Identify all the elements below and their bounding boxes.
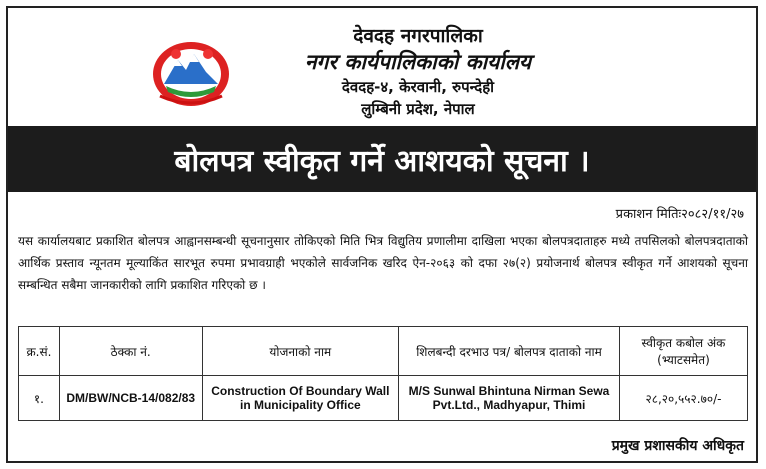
notice-title-banner: बोलपत्र स्वीकृत गर्ने आशयको सूचना । (8, 126, 756, 192)
table-header-row (19, 327, 748, 376)
municipality-name: देवदह नगरपालिका (353, 25, 483, 47)
col-header-contract-no: ठेक्का नं. (59, 327, 202, 376)
office-name: नगर कार्यपालिकाको कार्यालय (304, 50, 532, 74)
cell-sn: १. (19, 376, 60, 421)
publication-date: प्रकाशन मितिः२०८२/११/२७ (615, 207, 744, 222)
notice-body: यस कार्यालयबाट प्रकाशित बोलपत्र आह्वानसम्बन्धी सूचनानुसार तोकिएको मिति भित्र विद्युतिय प्रणालीमा दाखिला भएका बोलपत्रदाताहरु मध्ये तपसिलको बोलपत्रदाताको आर्थिक प्रस्ताव न्यूनतम मूल्याकिंत सारभूत रुपमा प्रभावग्राही भएकोले सार्वजनिक खरिद ऐन-२०६३ को दफा २७(२) प्रयोजनार्थ बोलपत्र स्वीकृत गर्ने आशयको सूचना सम्बन्धित सबैमा जानकारीको लागि प्रकाशित गरिएको छ । (18, 234, 748, 292)
province-country: लुम्बिनी प्रदेश, नेपाल (361, 100, 475, 118)
col-header-sn: क्र.सं. (19, 327, 60, 376)
office-header (258, 24, 578, 120)
col-header-bidder: शिलबन्दी दरभाउ पत्र/ बोलपत्र दाताको नाम (399, 327, 620, 376)
cell-bidder: M/S Sunwal Bhintuna Nirman Sewa Pvt.Ltd., Madhyapur, Thimi (399, 376, 620, 421)
col-header-project: योजनाको नाम (202, 327, 399, 376)
cell-amount: २८,२०,५५२.७०/- (619, 376, 747, 421)
cell-project: Construction Of Boundary Wall in Municipality Office (202, 376, 399, 421)
cell-contract-no: DM/BW/NCB-14/082/83 (59, 376, 202, 421)
bid-table (18, 326, 748, 421)
municipality-emblem (150, 38, 232, 108)
office-address: देवदह-४, केरवानी, रुपन्देही (341, 78, 495, 96)
signatory-title: प्रमुख प्रशासकीय अधिकृत (611, 438, 744, 454)
col-header-amount: स्वीकृत कबोल अंक (भ्याटसमेत) (619, 327, 747, 376)
notice-frame (6, 6, 758, 463)
table-row (19, 376, 748, 421)
